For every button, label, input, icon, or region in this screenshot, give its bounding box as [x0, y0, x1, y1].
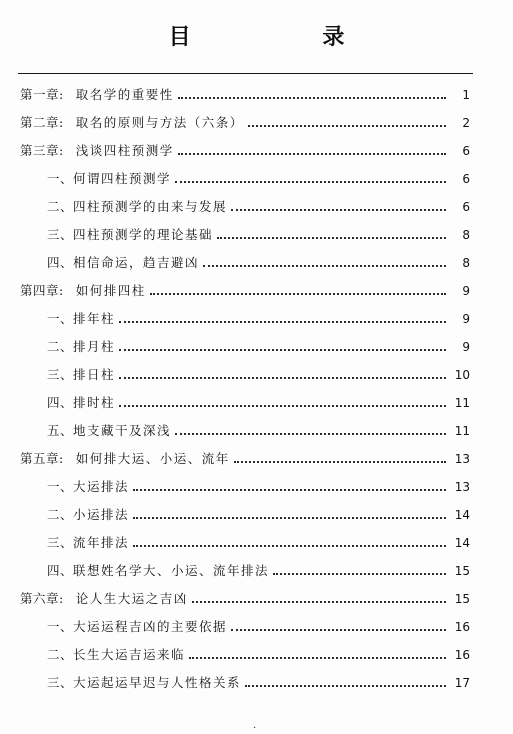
dot-leader	[203, 264, 446, 267]
entry-number: 第三章:	[20, 143, 64, 158]
dot-leader	[175, 180, 446, 183]
entry-number: 第一章:	[20, 87, 64, 102]
entry-number: 四、	[47, 395, 74, 410]
entry-number: 第四章:	[20, 283, 64, 298]
entry-number: 五、	[47, 423, 74, 438]
entry-title: 排年柱	[73, 311, 116, 326]
entry-title: 小运排法	[73, 507, 130, 522]
entry-number: 一、	[47, 171, 74, 186]
entry-page: 6	[462, 200, 470, 214]
dot-leader	[231, 208, 446, 211]
toc-entry[interactable]	[20, 582, 470, 606]
dot-leader	[234, 460, 446, 463]
entry-title: 四柱预测学的由来与发展	[73, 199, 228, 214]
entry-page: 17	[454, 676, 470, 690]
entry-page: 9	[462, 312, 470, 326]
entry-number: 二、	[47, 199, 74, 214]
dot-leader	[189, 656, 446, 659]
dot-leader	[231, 628, 446, 631]
toc-entry[interactable]	[20, 442, 470, 466]
entry-title: 地支藏干及深浅	[73, 423, 172, 438]
toc-entry[interactable]	[47, 554, 470, 578]
entry-number: 三、	[47, 367, 74, 382]
entry-page: 10	[454, 368, 470, 382]
entry-page: 8	[462, 256, 470, 270]
title-rule	[18, 73, 473, 74]
entry-page: 15	[454, 592, 470, 606]
entry-page: 11	[454, 396, 470, 410]
toc-entry[interactable]	[47, 330, 470, 354]
dot-leader	[273, 572, 446, 575]
toc-entry[interactable]	[47, 218, 470, 242]
toc-entry[interactable]	[20, 106, 470, 130]
entry-title: 相信命运，趋吉避凶	[73, 255, 200, 270]
entry-title: 浅谈四柱预测学	[75, 143, 174, 158]
dot-leader	[248, 124, 446, 127]
toc-entry[interactable]	[47, 414, 470, 438]
dot-leader	[150, 292, 446, 295]
toc-entry[interactable]	[20, 274, 470, 298]
entry-page: 14	[454, 508, 470, 522]
dot-leader	[133, 488, 446, 491]
footer-mark: ·	[253, 723, 257, 734]
toc-entry[interactable]	[47, 638, 470, 662]
toc-entry[interactable]	[47, 498, 470, 522]
entry-title: 长生大运吉运来临	[73, 647, 186, 662]
entry-title: 排月柱	[73, 339, 116, 354]
dot-leader	[217, 236, 446, 239]
entry-number: 三、	[47, 227, 74, 242]
entry-title: 排时柱	[73, 395, 116, 410]
toc-entry[interactable]	[47, 386, 470, 410]
dot-leader	[119, 348, 446, 351]
entry-page: 6	[462, 172, 470, 186]
entry-title: 如何排大运、小运、流年	[75, 451, 230, 466]
entry-page: 16	[454, 620, 470, 634]
entry-number: 一、	[47, 619, 74, 634]
entry-page: 16	[454, 648, 470, 662]
entry-number: 四、	[47, 255, 74, 270]
entry-title: 联想姓名学大、小运、流年排法	[73, 563, 270, 578]
dot-leader	[119, 320, 446, 323]
entry-number: 二、	[47, 647, 74, 662]
toc-entry[interactable]	[47, 162, 470, 186]
entry-title: 论人生大运之吉凶	[75, 591, 188, 606]
entry-page: 1	[462, 88, 470, 102]
toc-entry[interactable]	[20, 134, 470, 158]
entry-title: 取名学的重要性	[75, 87, 174, 102]
entry-number: 第六章:	[20, 591, 64, 606]
entry-number: 二、	[47, 339, 74, 354]
toc-entry[interactable]	[47, 302, 470, 326]
entry-title: 取名的原则与方法（六条）	[75, 115, 244, 130]
toc-entry[interactable]	[47, 246, 470, 270]
dot-leader	[178, 96, 446, 99]
entry-page: 14	[454, 536, 470, 550]
toc-entry[interactable]	[47, 190, 470, 214]
entry-page: 11	[454, 424, 470, 438]
entry-title: 何谓四柱预测学	[73, 171, 172, 186]
dot-leader	[192, 600, 446, 603]
toc-entry[interactable]	[47, 610, 470, 634]
dot-leader	[133, 544, 446, 547]
entry-number: 一、	[47, 479, 74, 494]
entry-page: 2	[462, 116, 470, 130]
toc-entry[interactable]	[47, 470, 470, 494]
entry-title: 四柱预测学的理论基础	[73, 227, 214, 242]
entry-number: 二、	[47, 507, 74, 522]
entry-number: 四、	[47, 563, 74, 578]
entry-page: 13	[454, 480, 470, 494]
entry-page: 15	[454, 564, 470, 578]
dot-leader	[119, 376, 446, 379]
entry-title: 如何排四柱	[75, 283, 146, 298]
toc-entry[interactable]	[20, 78, 470, 102]
entry-number: 一、	[47, 311, 74, 326]
entry-page: 9	[462, 284, 470, 298]
entry-number: 第二章:	[20, 115, 64, 130]
dot-leader	[175, 432, 446, 435]
entry-title: 流年排法	[73, 535, 130, 550]
entry-number: 第五章:	[20, 451, 64, 466]
dot-leader	[245, 684, 446, 687]
entry-title: 大运起运早迟与人性格关系	[73, 675, 242, 690]
toc-entry[interactable]	[47, 666, 470, 690]
entry-title: 排日柱	[73, 367, 116, 382]
dot-leader	[119, 404, 446, 407]
entry-number: 三、	[47, 535, 74, 550]
dot-leader	[133, 516, 446, 519]
toc-entry[interactable]	[47, 526, 470, 550]
entry-page: 6	[462, 144, 470, 158]
page-title: 目 录	[168, 25, 407, 50]
entry-number: 三、	[47, 675, 74, 690]
entry-page: 9	[462, 340, 470, 354]
toc-entry[interactable]	[47, 358, 470, 382]
dot-leader	[178, 152, 446, 155]
entry-page: 13	[454, 452, 470, 466]
entry-title: 大运排法	[73, 479, 130, 494]
entry-page: 8	[462, 228, 470, 242]
entry-title: 大运运程吉凶的主要依据	[73, 619, 228, 634]
